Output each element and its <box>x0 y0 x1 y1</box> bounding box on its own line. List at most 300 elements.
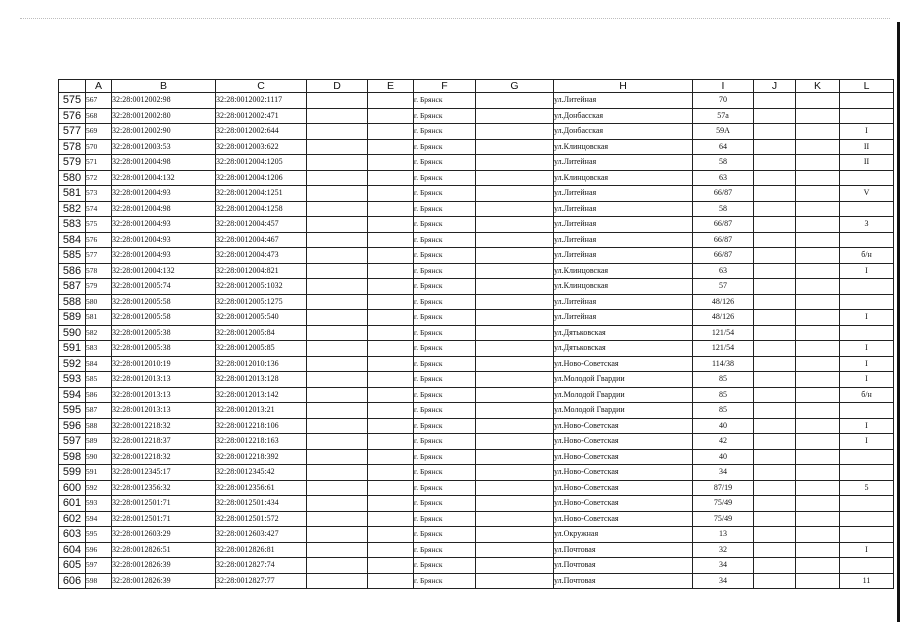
cell-g[interactable] <box>476 263 554 279</box>
cell-c[interactable]: 32:28:0012004:1251 <box>216 186 307 202</box>
cell-k[interactable] <box>796 108 840 124</box>
cell-b[interactable]: 32:28:0012002:80 <box>112 108 216 124</box>
cell-e[interactable] <box>368 372 414 388</box>
cell-f[interactable]: г. Брянск <box>414 387 476 403</box>
row-number-cell[interactable]: 579 <box>59 155 86 171</box>
cell-g[interactable] <box>476 139 554 155</box>
cell-a[interactable]: 568 <box>86 108 112 124</box>
row-number-cell[interactable]: 598 <box>59 449 86 465</box>
cell-h[interactable]: ул.Молодой Гвардии <box>554 403 693 419</box>
cell-h[interactable]: ул.Ново-Советская <box>554 449 693 465</box>
cell-k[interactable] <box>796 170 840 186</box>
cell-b[interactable]: 32:28:0012603:29 <box>112 527 216 543</box>
cell-l[interactable]: I <box>840 372 894 388</box>
cell-g[interactable] <box>476 248 554 264</box>
cell-e[interactable] <box>368 108 414 124</box>
cell-h[interactable]: ул.Почтовая <box>554 558 693 574</box>
cell-l[interactable] <box>840 558 894 574</box>
cell-k[interactable] <box>796 310 840 326</box>
cell-j[interactable] <box>754 170 796 186</box>
cell-b[interactable]: 32:28:0012004:98 <box>112 201 216 217</box>
cell-f[interactable]: г. Брянск <box>414 356 476 372</box>
cell-f[interactable]: г. Брянск <box>414 93 476 109</box>
cell-j[interactable] <box>754 279 796 295</box>
cell-e[interactable] <box>368 124 414 140</box>
cell-j[interactable] <box>754 124 796 140</box>
cell-h[interactable]: ул.Литейная <box>554 232 693 248</box>
cell-e[interactable] <box>368 341 414 357</box>
cell-d[interactable] <box>307 93 368 109</box>
cell-g[interactable] <box>476 310 554 326</box>
cell-k[interactable] <box>796 341 840 357</box>
cell-c[interactable]: 32:28:0012003:622 <box>216 139 307 155</box>
cell-f[interactable]: г. Брянск <box>414 542 476 558</box>
cell-b[interactable]: 32:28:0012004:132 <box>112 263 216 279</box>
cell-d[interactable] <box>307 542 368 558</box>
cell-c[interactable]: 32:28:0012004:1206 <box>216 170 307 186</box>
cell-b[interactable]: 32:28:0012501:71 <box>112 496 216 512</box>
cell-k[interactable] <box>796 263 840 279</box>
cell-d[interactable] <box>307 279 368 295</box>
cell-g[interactable] <box>476 558 554 574</box>
cell-i[interactable]: 40 <box>693 449 754 465</box>
cell-h[interactable]: ул.Ново-Советская <box>554 496 693 512</box>
row-number-cell[interactable]: 605 <box>59 558 86 574</box>
cell-d[interactable] <box>307 325 368 341</box>
row-number-cell[interactable]: 593 <box>59 372 86 388</box>
cell-e[interactable] <box>368 403 414 419</box>
cell-d[interactable] <box>307 108 368 124</box>
cell-a[interactable]: 585 <box>86 372 112 388</box>
cell-l[interactable]: I <box>840 310 894 326</box>
cell-j[interactable] <box>754 341 796 357</box>
cell-g[interactable] <box>476 124 554 140</box>
cell-i[interactable]: 70 <box>693 93 754 109</box>
cell-l[interactable] <box>840 511 894 527</box>
cell-b[interactable]: 32:28:0012005:38 <box>112 325 216 341</box>
cell-d[interactable] <box>307 341 368 357</box>
cell-e[interactable] <box>368 294 414 310</box>
cell-l[interactable]: I <box>840 263 894 279</box>
cell-k[interactable] <box>796 139 840 155</box>
cell-h[interactable]: ул.Литейная <box>554 217 693 233</box>
cell-i[interactable]: 63 <box>693 263 754 279</box>
cell-d[interactable] <box>307 201 368 217</box>
cell-f[interactable]: г. Брянск <box>414 201 476 217</box>
cell-k[interactable] <box>796 542 840 558</box>
cell-b[interactable]: 32:28:0012010:19 <box>112 356 216 372</box>
cell-a[interactable]: 586 <box>86 387 112 403</box>
cell-e[interactable] <box>368 542 414 558</box>
cell-h[interactable]: ул.Ново-Советская <box>554 434 693 450</box>
cell-h[interactable]: ул.Литейная <box>554 248 693 264</box>
row-number-cell[interactable]: 606 <box>59 573 86 589</box>
cell-g[interactable] <box>476 155 554 171</box>
cell-j[interactable] <box>754 325 796 341</box>
cell-g[interactable] <box>476 465 554 481</box>
cell-e[interactable] <box>368 434 414 450</box>
row-number-cell[interactable]: 582 <box>59 201 86 217</box>
cell-d[interactable] <box>307 232 368 248</box>
cell-g[interactable] <box>476 527 554 543</box>
row-number-cell[interactable]: 581 <box>59 186 86 202</box>
cell-h[interactable]: ул.Донбасская <box>554 108 693 124</box>
cell-a[interactable]: 573 <box>86 186 112 202</box>
cell-e[interactable] <box>368 263 414 279</box>
cell-a[interactable]: 576 <box>86 232 112 248</box>
cell-k[interactable] <box>796 124 840 140</box>
cell-k[interactable] <box>796 248 840 264</box>
cell-k[interactable] <box>796 186 840 202</box>
cell-f[interactable]: г. Брянск <box>414 279 476 295</box>
cell-j[interactable] <box>754 263 796 279</box>
row-number-cell[interactable]: 592 <box>59 356 86 372</box>
cell-i[interactable]: 32 <box>693 542 754 558</box>
cell-g[interactable] <box>476 294 554 310</box>
cell-l[interactable] <box>840 232 894 248</box>
cell-j[interactable] <box>754 294 796 310</box>
cell-d[interactable] <box>307 465 368 481</box>
column-header-k[interactable]: K <box>796 80 840 93</box>
cell-j[interactable] <box>754 356 796 372</box>
cell-g[interactable] <box>476 573 554 589</box>
cell-i[interactable]: 40 <box>693 418 754 434</box>
cell-j[interactable] <box>754 496 796 512</box>
cell-j[interactable] <box>754 418 796 434</box>
cell-a[interactable]: 590 <box>86 449 112 465</box>
column-header-c[interactable]: C <box>216 80 307 93</box>
row-number-cell[interactable]: 590 <box>59 325 86 341</box>
cell-e[interactable] <box>368 496 414 512</box>
cell-g[interactable] <box>476 480 554 496</box>
cell-f[interactable]: г. Брянск <box>414 232 476 248</box>
cell-k[interactable] <box>796 480 840 496</box>
cell-b[interactable]: 32:28:0012345:17 <box>112 465 216 481</box>
cell-g[interactable] <box>476 341 554 357</box>
cell-b[interactable]: 32:28:0012005:58 <box>112 294 216 310</box>
cell-j[interactable] <box>754 511 796 527</box>
cell-j[interactable] <box>754 232 796 248</box>
cell-a[interactable]: 594 <box>86 511 112 527</box>
cell-j[interactable] <box>754 480 796 496</box>
cell-d[interactable] <box>307 372 368 388</box>
cell-l[interactable] <box>840 279 894 295</box>
cell-b[interactable]: 32:28:0012002:98 <box>112 93 216 109</box>
cell-a[interactable]: 574 <box>86 201 112 217</box>
cell-d[interactable] <box>307 496 368 512</box>
cell-k[interactable] <box>796 387 840 403</box>
cell-b[interactable]: 32:28:0012004:132 <box>112 170 216 186</box>
cell-c[interactable]: 32:28:0012501:572 <box>216 511 307 527</box>
row-number-cell[interactable]: 584 <box>59 232 86 248</box>
cell-i[interactable]: 63 <box>693 170 754 186</box>
cell-l[interactable] <box>840 496 894 512</box>
cell-i[interactable]: 48/126 <box>693 310 754 326</box>
cell-g[interactable] <box>476 93 554 109</box>
cell-c[interactable]: 32:28:0012356:61 <box>216 480 307 496</box>
cell-f[interactable]: г. Брянск <box>414 403 476 419</box>
row-number-cell[interactable]: 603 <box>59 527 86 543</box>
cell-c[interactable]: 32:28:0012005:1032 <box>216 279 307 295</box>
cell-f[interactable]: г. Брянск <box>414 341 476 357</box>
cell-g[interactable] <box>476 108 554 124</box>
cell-d[interactable] <box>307 356 368 372</box>
cell-l[interactable]: б/н <box>840 248 894 264</box>
cell-l[interactable]: б/н <box>840 387 894 403</box>
cell-d[interactable] <box>307 573 368 589</box>
cell-h[interactable]: ул.Ново-Советская <box>554 480 693 496</box>
cell-f[interactable]: г. Брянск <box>414 558 476 574</box>
cell-c[interactable]: 32:28:0012004:457 <box>216 217 307 233</box>
cell-d[interactable] <box>307 527 368 543</box>
cell-c[interactable]: 32:28:0012013:21 <box>216 403 307 419</box>
column-header-e[interactable]: E <box>368 80 414 93</box>
cell-l[interactable]: II <box>840 155 894 171</box>
cell-c[interactable]: 32:28:0012004:467 <box>216 232 307 248</box>
cell-d[interactable] <box>307 418 368 434</box>
cell-h[interactable]: ул.Ново-Советская <box>554 511 693 527</box>
cell-k[interactable] <box>796 558 840 574</box>
cell-c[interactable]: 32:28:0012005:85 <box>216 341 307 357</box>
cell-d[interactable] <box>307 170 368 186</box>
cell-b[interactable]: 32:28:0012004:98 <box>112 155 216 171</box>
cell-g[interactable] <box>476 279 554 295</box>
cell-i[interactable]: 58 <box>693 155 754 171</box>
cell-f[interactable]: г. Брянск <box>414 139 476 155</box>
cell-h[interactable]: ул.Клинцовская <box>554 139 693 155</box>
cell-e[interactable] <box>368 310 414 326</box>
cell-b[interactable]: 32:28:0012013:13 <box>112 387 216 403</box>
cell-i[interactable]: 85 <box>693 403 754 419</box>
cell-b[interactable]: 32:28:0012826:39 <box>112 558 216 574</box>
cell-l[interactable]: II <box>840 139 894 155</box>
cell-c[interactable]: 32:28:0012827:74 <box>216 558 307 574</box>
cell-k[interactable] <box>796 403 840 419</box>
cell-l[interactable]: I <box>840 124 894 140</box>
cell-a[interactable]: 593 <box>86 496 112 512</box>
cell-d[interactable] <box>307 449 368 465</box>
cell-i[interactable]: 66/87 <box>693 217 754 233</box>
cell-a[interactable]: 570 <box>86 139 112 155</box>
cell-g[interactable] <box>476 449 554 465</box>
cell-g[interactable] <box>476 434 554 450</box>
cell-g[interactable] <box>476 496 554 512</box>
cell-c[interactable]: 32:28:0012004:821 <box>216 263 307 279</box>
cell-f[interactable]: г. Брянск <box>414 372 476 388</box>
cell-a[interactable]: 582 <box>86 325 112 341</box>
cell-k[interactable] <box>796 217 840 233</box>
cell-k[interactable] <box>796 356 840 372</box>
cell-f[interactable]: г. Брянск <box>414 294 476 310</box>
cell-f[interactable]: г. Брянск <box>414 325 476 341</box>
row-number-cell[interactable]: 594 <box>59 387 86 403</box>
cell-h[interactable]: ул.Ново-Советская <box>554 418 693 434</box>
cell-d[interactable] <box>307 217 368 233</box>
cell-k[interactable] <box>796 449 840 465</box>
cell-h[interactable]: ул.Клинцовская <box>554 170 693 186</box>
column-header-g[interactable]: G <box>476 80 554 93</box>
cell-f[interactable]: г. Брянск <box>414 263 476 279</box>
cell-e[interactable] <box>368 573 414 589</box>
cell-l[interactable]: I <box>840 434 894 450</box>
cell-i[interactable]: 75/49 <box>693 496 754 512</box>
cell-l[interactable]: I <box>840 356 894 372</box>
cell-c[interactable]: 32:28:0012013:128 <box>216 372 307 388</box>
cell-b[interactable]: 32:28:0012013:13 <box>112 372 216 388</box>
cell-e[interactable] <box>368 387 414 403</box>
cell-e[interactable] <box>368 93 414 109</box>
cell-d[interactable] <box>307 294 368 310</box>
cell-d[interactable] <box>307 511 368 527</box>
cell-j[interactable] <box>754 248 796 264</box>
cell-b[interactable]: 32:28:0012013:13 <box>112 403 216 419</box>
cell-l[interactable] <box>840 325 894 341</box>
cell-g[interactable] <box>476 542 554 558</box>
cell-e[interactable] <box>368 527 414 543</box>
cell-e[interactable] <box>368 201 414 217</box>
cell-e[interactable] <box>368 480 414 496</box>
cell-e[interactable] <box>368 139 414 155</box>
cell-e[interactable] <box>368 465 414 481</box>
cell-e[interactable] <box>368 449 414 465</box>
cell-f[interactable]: г. Брянск <box>414 217 476 233</box>
cell-f[interactable]: г. Брянск <box>414 480 476 496</box>
row-number-cell[interactable]: 585 <box>59 248 86 264</box>
cell-e[interactable] <box>368 186 414 202</box>
row-number-cell[interactable]: 586 <box>59 263 86 279</box>
cell-f[interactable]: г. Брянск <box>414 310 476 326</box>
cell-i[interactable]: 66/87 <box>693 232 754 248</box>
cell-c[interactable]: 32:28:0012827:77 <box>216 573 307 589</box>
cell-f[interactable]: г. Брянск <box>414 124 476 140</box>
cell-a[interactable]: 581 <box>86 310 112 326</box>
cell-i[interactable]: 59А <box>693 124 754 140</box>
column-header-a[interactable]: A <box>86 80 112 93</box>
cell-g[interactable] <box>476 232 554 248</box>
row-number-cell[interactable]: 601 <box>59 496 86 512</box>
cell-k[interactable] <box>796 294 840 310</box>
cell-f[interactable]: г. Брянск <box>414 108 476 124</box>
cell-i[interactable]: 48/126 <box>693 294 754 310</box>
cell-g[interactable] <box>476 201 554 217</box>
cell-k[interactable] <box>796 201 840 217</box>
cell-i[interactable]: 64 <box>693 139 754 155</box>
cell-c[interactable]: 32:28:0012002:644 <box>216 124 307 140</box>
cell-l[interactable] <box>840 294 894 310</box>
cell-h[interactable]: ул.Клинцовская <box>554 279 693 295</box>
cell-i[interactable]: 57а <box>693 108 754 124</box>
cell-k[interactable] <box>796 527 840 543</box>
cell-k[interactable] <box>796 155 840 171</box>
cell-b[interactable]: 32:28:0012826:39 <box>112 573 216 589</box>
cell-c[interactable]: 32:28:0012004:473 <box>216 248 307 264</box>
cell-c[interactable]: 32:28:0012218:392 <box>216 449 307 465</box>
cell-e[interactable] <box>368 558 414 574</box>
cell-c[interactable]: 32:28:0012010:136 <box>216 356 307 372</box>
cell-b[interactable]: 32:28:0012004:93 <box>112 248 216 264</box>
cell-i[interactable]: 42 <box>693 434 754 450</box>
cell-l[interactable] <box>840 465 894 481</box>
cell-k[interactable] <box>796 418 840 434</box>
cell-e[interactable] <box>368 155 414 171</box>
cell-c[interactable]: 32:28:0012005:540 <box>216 310 307 326</box>
row-number-cell[interactable]: 583 <box>59 217 86 233</box>
cell-i[interactable]: 121/54 <box>693 341 754 357</box>
cell-g[interactable] <box>476 217 554 233</box>
cell-j[interactable] <box>754 139 796 155</box>
cell-a[interactable]: 584 <box>86 356 112 372</box>
column-header-j[interactable]: J <box>754 80 796 93</box>
cell-a[interactable]: 589 <box>86 434 112 450</box>
cell-j[interactable] <box>754 201 796 217</box>
cell-i[interactable]: 58 <box>693 201 754 217</box>
cell-b[interactable]: 32:28:0012005:38 <box>112 341 216 357</box>
cell-l[interactable] <box>840 201 894 217</box>
row-number-cell[interactable]: 575 <box>59 93 86 109</box>
cell-b[interactable]: 32:28:0012826:51 <box>112 542 216 558</box>
cell-f[interactable]: г. Брянск <box>414 170 476 186</box>
cell-j[interactable] <box>754 217 796 233</box>
row-number-cell[interactable]: 588 <box>59 294 86 310</box>
cell-a[interactable]: 572 <box>86 170 112 186</box>
cell-b[interactable]: 32:28:0012002:90 <box>112 124 216 140</box>
column-header-h[interactable]: H <box>554 80 693 93</box>
row-number-cell[interactable]: 597 <box>59 434 86 450</box>
cell-a[interactable]: 597 <box>86 558 112 574</box>
cell-d[interactable] <box>307 139 368 155</box>
cell-l[interactable]: 11 <box>840 573 894 589</box>
cell-j[interactable] <box>754 403 796 419</box>
cell-l[interactable]: 5 <box>840 480 894 496</box>
cell-h[interactable]: ул.Литейная <box>554 186 693 202</box>
cell-i[interactable]: 57 <box>693 279 754 295</box>
row-number-cell[interactable]: 596 <box>59 418 86 434</box>
row-number-cell[interactable]: 591 <box>59 341 86 357</box>
cell-l[interactable]: 3 <box>840 217 894 233</box>
cell-i[interactable]: 34 <box>693 558 754 574</box>
cell-j[interactable] <box>754 434 796 450</box>
cell-j[interactable] <box>754 387 796 403</box>
cell-d[interactable] <box>307 558 368 574</box>
cell-a[interactable]: 578 <box>86 263 112 279</box>
cell-i[interactable]: 114/38 <box>693 356 754 372</box>
cell-i[interactable]: 87/19 <box>693 480 754 496</box>
cell-j[interactable] <box>754 372 796 388</box>
row-number-cell[interactable]: 587 <box>59 279 86 295</box>
cell-i[interactable]: 66/87 <box>693 248 754 264</box>
row-number-cell[interactable]: 589 <box>59 310 86 326</box>
cell-j[interactable] <box>754 186 796 202</box>
cell-h[interactable]: ул.Дятьковская <box>554 325 693 341</box>
row-number-cell[interactable]: 576 <box>59 108 86 124</box>
cell-j[interactable] <box>754 108 796 124</box>
cell-h[interactable]: ул.Молодой Гвардии <box>554 387 693 403</box>
cell-g[interactable] <box>476 372 554 388</box>
cell-h[interactable]: ул.Молодой Гвардии <box>554 372 693 388</box>
cell-d[interactable] <box>307 155 368 171</box>
column-header-f[interactable]: F <box>414 80 476 93</box>
cell-a[interactable]: 575 <box>86 217 112 233</box>
cell-k[interactable] <box>796 325 840 341</box>
cell-f[interactable]: г. Брянск <box>414 418 476 434</box>
cell-d[interactable] <box>307 124 368 140</box>
cell-i[interactable]: 85 <box>693 372 754 388</box>
cell-f[interactable]: г. Брянск <box>414 465 476 481</box>
cell-j[interactable] <box>754 93 796 109</box>
cell-e[interactable] <box>368 356 414 372</box>
cell-d[interactable] <box>307 480 368 496</box>
cell-a[interactable]: 587 <box>86 403 112 419</box>
